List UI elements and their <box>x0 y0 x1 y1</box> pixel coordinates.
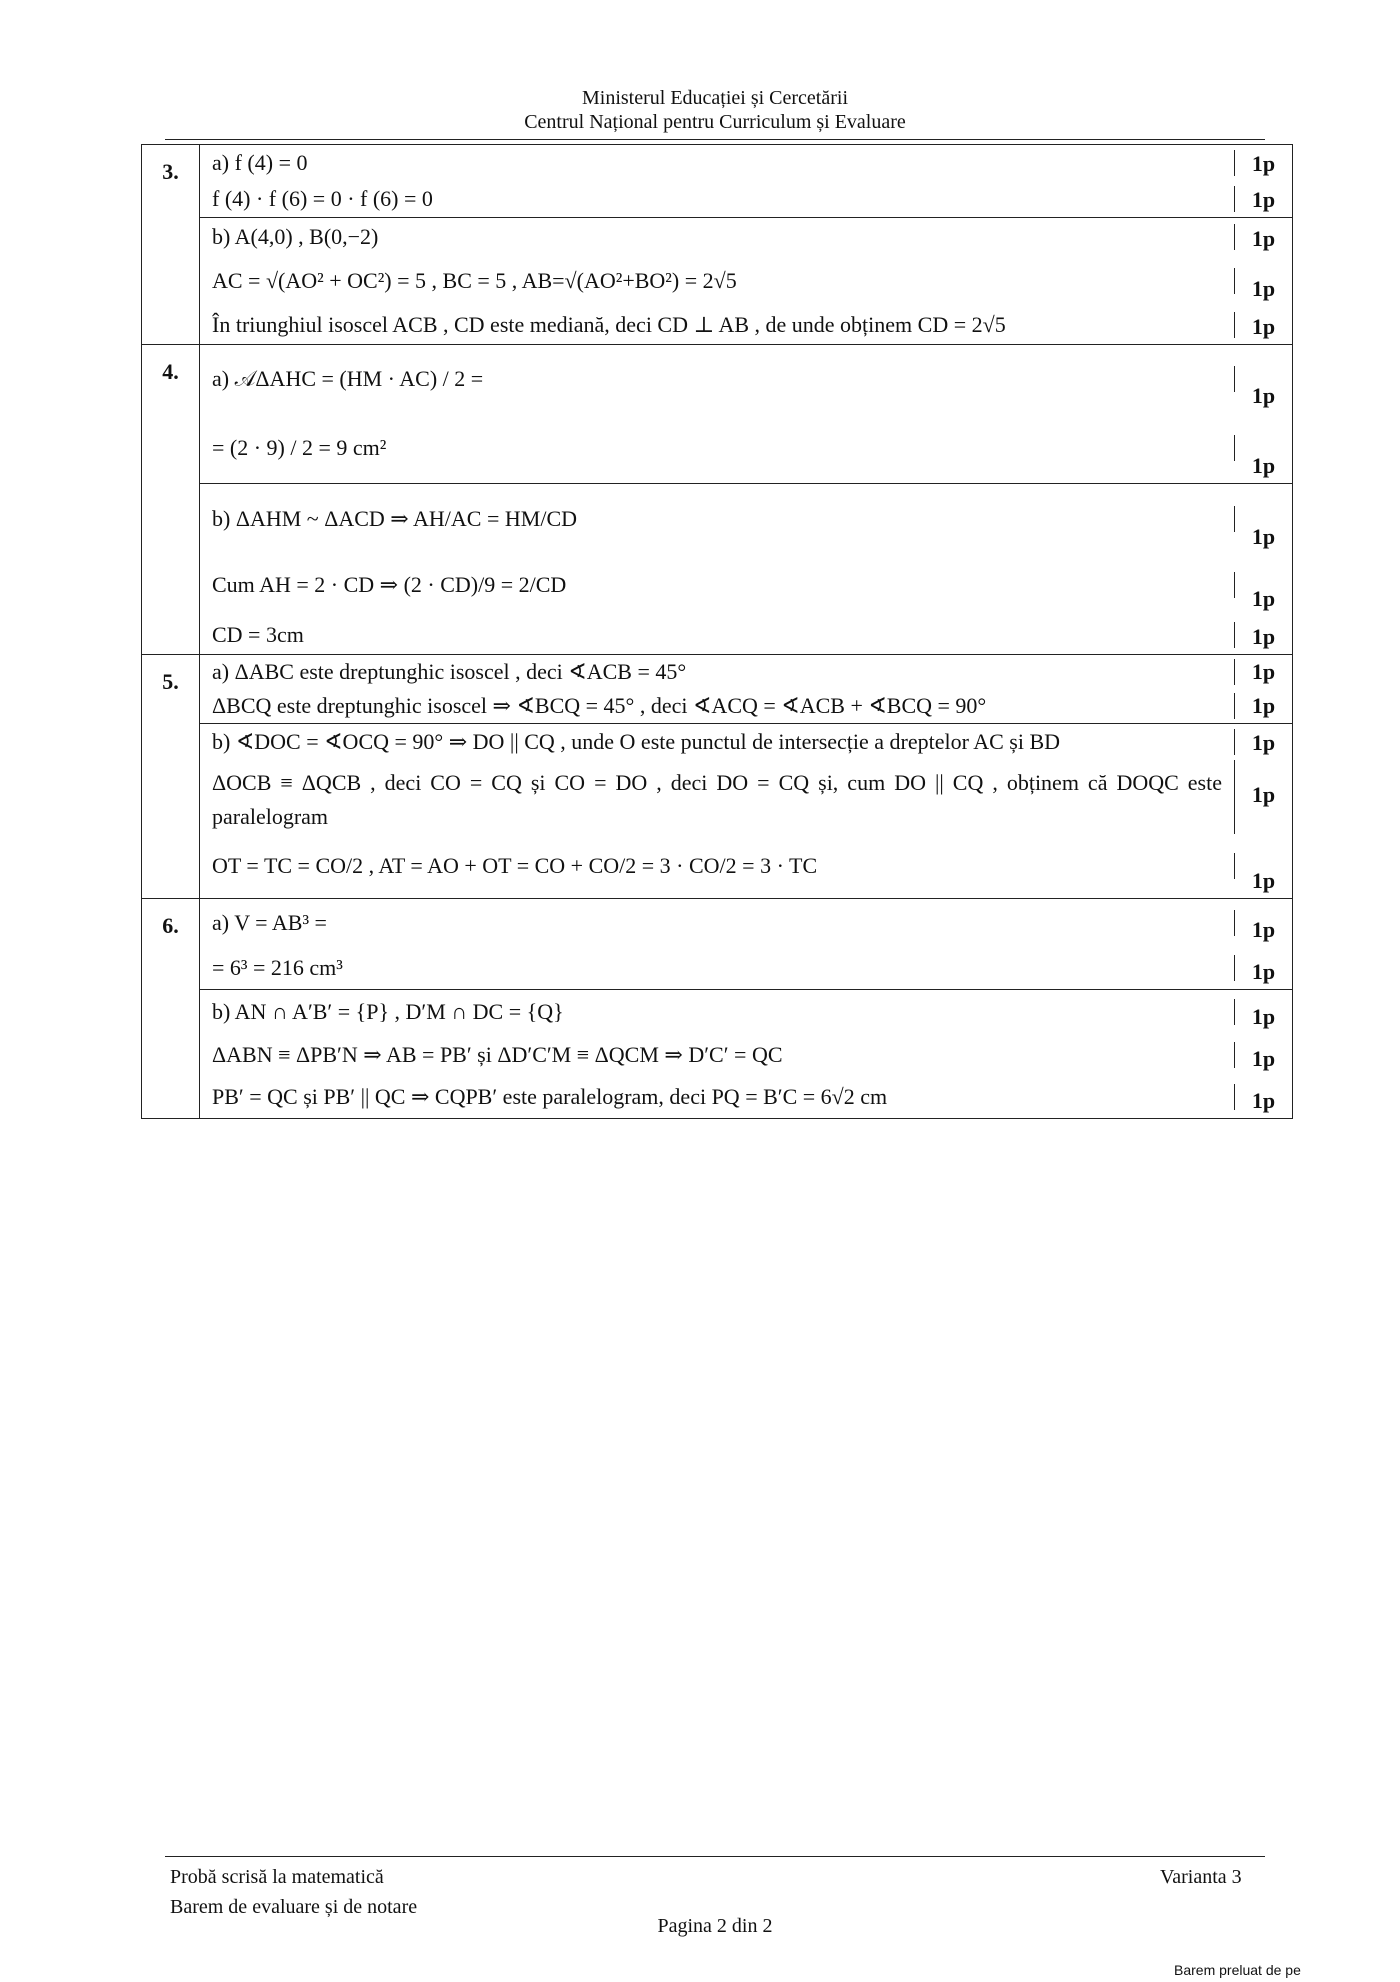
solution-line <box>200 689 1292 723</box>
solution-line <box>200 616 1292 654</box>
solution-line <box>200 484 1292 554</box>
points-cell: 1p <box>1251 1004 1276 1029</box>
solution-line <box>200 218 1292 256</box>
solution-text: b) AN ∩ A′B′ = {P} , D′M ∩ DC = {Q} <box>200 999 1235 1025</box>
points-cell: 1p <box>1251 782 1276 807</box>
solution-line <box>200 834 1292 898</box>
points-cell: 1p <box>1251 1046 1276 1071</box>
points-cell: 1p <box>1251 624 1276 649</box>
exam-name: Probă scrisă la matematică <box>170 1866 384 1888</box>
question-row <box>142 899 1292 1118</box>
solution-text: ΔOCB ≡ ΔQCB , deci CO = CQ și CO = DO , deci DO = CQ și, cum DO || CQ , obținem că DOQC este paralelogram <box>200 760 1235 834</box>
question-part <box>200 218 1292 344</box>
solution-line <box>200 724 1292 760</box>
solution-line <box>200 760 1292 834</box>
points-cell: 1p <box>1251 524 1276 549</box>
question-number: 4. <box>142 345 200 654</box>
solution-text: f (4) · f (6) = 0 · f (6) = 0 <box>200 186 1235 212</box>
grading-table <box>141 144 1293 1119</box>
solution-line <box>200 655 1292 689</box>
solution-line <box>200 181 1292 217</box>
document-type: Barem de evaluare și de notare <box>170 1896 418 1918</box>
solution-text: OT = TC = CO/2 , AT = AO + OT = CO + CO/2 = 3 · CO/2 = 3 · TC <box>200 853 1235 879</box>
solution-text: a) 𝒜ΔAHC = (HM · AC) / 2 = <box>200 366 1235 392</box>
solution-text: AC = √(AO² + OC²) = 5 , BC = 5 , AB=√(AO²+BO²) = 2√5 <box>200 268 1235 294</box>
points-cell: 1p <box>1251 314 1276 339</box>
variant-label: Varianta 3 <box>1160 1866 1242 1888</box>
solution-text: ΔABN ≡ ΔPB′N ⇒ AB = PB′ și ΔD′C′M ≡ ΔQCM ⇒ D′C′ = QC <box>200 1042 1235 1068</box>
ministry-name: Ministerul Educației și Cercetării <box>581 87 849 109</box>
question-row <box>142 145 1292 345</box>
points-cell: 1p <box>1251 959 1276 984</box>
solution-line <box>200 554 1292 616</box>
center-name: Centrul Național pentru Curriculum și Evaluare <box>524 111 906 133</box>
solution-text: = (2 · 9) / 2 = 9 cm² <box>200 435 1235 461</box>
question-part <box>200 899 1292 990</box>
solution-line <box>200 306 1292 344</box>
solution-text: b) ΔAHM ~ ΔACD ⇒ AH/AC = HM/CD <box>200 506 1235 532</box>
solution-line <box>200 345 1292 413</box>
question-part <box>200 345 1292 484</box>
question-number: 6. <box>142 899 200 1118</box>
points-cell: 1p <box>1251 586 1276 611</box>
header-divider <box>165 139 1265 140</box>
points-cell: 1p <box>1251 868 1276 893</box>
solution-text: a) f (4) = 0 <box>200 150 1235 176</box>
question-part <box>200 990 1292 1118</box>
question-row <box>142 345 1292 655</box>
solution-line <box>200 990 1292 1034</box>
solution-line <box>200 145 1292 181</box>
solution-line <box>200 256 1292 306</box>
points-cell: 1p <box>1251 276 1276 301</box>
solution-text: b) ∢DOC = ∢OCQ = 90° ⇒ DO || CQ , unde O este punctul de intersecție a dreptelor AC și BD <box>200 729 1235 755</box>
solution-text: b) A(4,0) , B(0,−2) <box>200 224 1235 250</box>
points-cell: 1p <box>1251 226 1276 251</box>
points-cell: 1p <box>1251 151 1276 176</box>
document-header <box>165 86 1265 134</box>
points-cell: 1p <box>1251 453 1276 478</box>
solution-line <box>200 1034 1292 1076</box>
points-cell: 1p <box>1251 383 1276 408</box>
solution-text: PB′ = QC și PB′ || QC ⇒ CQPB′ este paralelogram, deci PQ = B′C = 6√2 cm <box>200 1084 1235 1110</box>
question-number: 3. <box>142 145 200 344</box>
solution-line <box>200 413 1292 483</box>
points-cell: 1p <box>1251 917 1276 942</box>
points-cell: 1p <box>1251 1088 1276 1113</box>
solution-text: a) V = AB³ = <box>200 910 1235 936</box>
source-credit: Barem preluat de pe <box>1174 1962 1301 1978</box>
points-cell: 1p <box>1251 693 1276 718</box>
question-number: 5. <box>142 655 200 898</box>
question-part <box>200 655 1292 724</box>
points-cell: 1p <box>1251 730 1276 755</box>
solution-text: Cum AH = 2 · CD ⇒ (2 · CD)/9 = 2/CD <box>200 572 1235 598</box>
solution-text: CD = 3cm <box>200 622 1235 648</box>
solution-line <box>200 947 1292 989</box>
solution-text: a) ΔABC este dreptunghic isoscel , deci ∢ACB = 45° <box>200 659 1235 685</box>
page-number: Pagina 2 din 2 <box>657 1915 773 1937</box>
footer-divider <box>165 1856 1265 1857</box>
question-part <box>200 724 1292 898</box>
solution-text: = 6³ = 216 cm³ <box>200 955 1235 981</box>
question-part <box>200 484 1292 654</box>
question-row <box>142 655 1292 899</box>
solution-text: În triunghiul isoscel ACB , CD este mediană, deci CD ⊥ AB , de unde obținem CD = 2√5 <box>200 312 1235 338</box>
points-cell: 1p <box>1251 187 1276 212</box>
points-cell: 1p <box>1251 659 1276 684</box>
question-part <box>200 145 1292 218</box>
footer-left <box>170 1862 417 1922</box>
solution-line <box>200 899 1292 947</box>
solution-text: ΔBCQ este dreptunghic isoscel ⇒ ∢BCQ = 45° , deci ∢ACQ = ∢ACB + ∢BCQ = 90° <box>200 693 1235 719</box>
solution-line <box>200 1076 1292 1118</box>
